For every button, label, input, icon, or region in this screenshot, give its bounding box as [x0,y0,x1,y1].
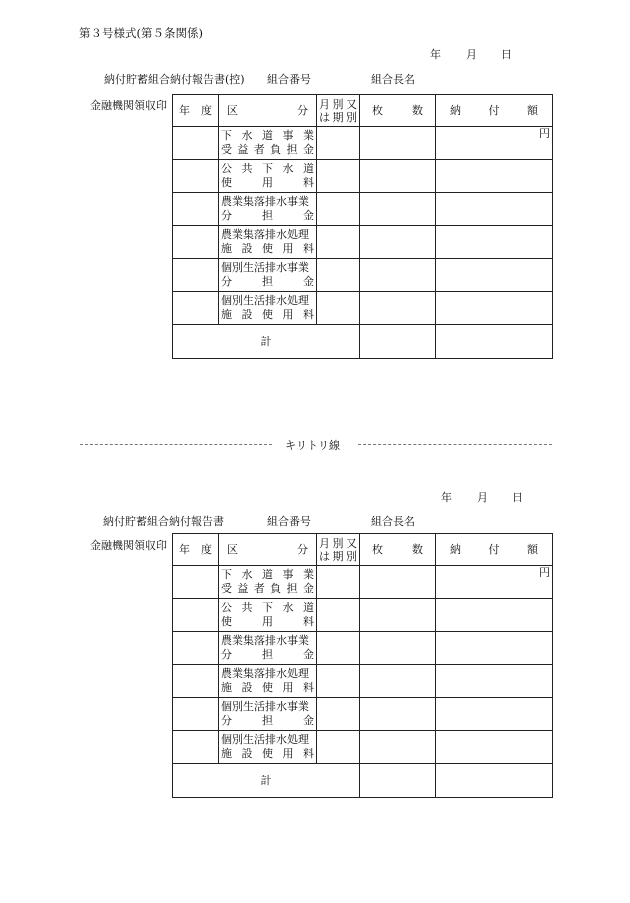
report-table [172,533,553,798]
category-cell: 農業集落排水処理 施 設 使 用 料 [219,226,317,259]
category-cell: 個別生活排水事業 分 担 金 [219,259,317,292]
month-period-cell [317,665,360,698]
month-period-cell [317,566,360,599]
amount-cell [436,160,553,193]
category-cell: 個別生活排水処理 施 設 使 用 料 [219,731,317,764]
category-cell: 公 共 下 水 道 使 用 料 [219,599,317,632]
month-period-cell [317,127,360,160]
header-count: 枚 数 [360,95,436,127]
date-year: 年 [430,48,441,61]
amount-cell [436,698,553,731]
amount-cell [436,292,553,325]
count-cell [360,127,436,160]
total-count-cell [360,764,436,798]
table-row [173,127,553,160]
table-row [173,632,553,665]
header-month-period: 月 別 又 は 期 別 [317,95,360,127]
year-cell [173,193,219,226]
category-cell: 農業集落排水処理 施 設 使 用 料 [219,665,317,698]
count-cell [360,160,436,193]
year-cell [173,665,219,698]
date-month: 月 [466,48,477,61]
count-cell [360,226,436,259]
table-row [173,731,553,764]
total-row [173,764,553,798]
total-label: 計 [173,764,360,798]
category-cell: 下 水 道 事 業 受 益 者 負 担 金 [219,127,317,160]
month-period-cell [317,292,360,325]
count-cell [360,599,436,632]
year-cell [173,632,219,665]
year-cell [173,259,219,292]
date-day: 日 [501,48,512,61]
year-cell [173,127,219,160]
date-day: 日 [512,491,523,504]
form-title: 第３号様式(第５条関係) [79,26,203,40]
table-row [173,160,553,193]
table-row [173,698,553,731]
count-cell [360,292,436,325]
amount-cell [436,665,553,698]
month-period-cell [317,632,360,665]
year-cell [173,731,219,764]
table-row [173,193,553,226]
union-leader-label: 組合長名 [371,515,415,528]
union-number-label: 組合番号 [267,73,311,86]
header-count: 枚 数 [360,534,436,566]
month-period-cell [317,698,360,731]
header-row [173,534,553,566]
date-month: 月 [477,491,488,504]
header-category: 区 分 [219,534,317,566]
month-period-cell [317,193,360,226]
month-period-cell [317,226,360,259]
year-cell [173,566,219,599]
amount-cell [436,259,553,292]
count-cell [360,632,436,665]
stamp-label: 金融機関領収印 [90,99,167,112]
union-leader-label: 組合長名 [371,73,415,86]
report-title: 納付貯蓄組合納付報告書(控) [104,73,245,86]
count-cell [360,259,436,292]
table-row [173,599,553,632]
amount-cell [436,731,553,764]
currency-unit: 円 [539,566,550,579]
total-row [173,325,553,359]
category-cell: 下 水 道 事 業 受 益 者 負 担 金 [219,566,317,599]
table-row [173,226,553,259]
month-period-cell [317,731,360,764]
count-cell [360,566,436,599]
month-period-cell [317,599,360,632]
table-row [173,665,553,698]
count-cell [360,665,436,698]
year-cell [173,292,219,325]
amount-cell [436,226,553,259]
total-label: 計 [173,325,360,359]
category-cell: 個別生活排水処理 施 設 使 用 料 [219,292,317,325]
date-year: 年 [441,491,452,504]
cut-line-left [80,444,272,445]
month-period-cell [317,259,360,292]
year-cell [173,698,219,731]
header-year: 年 度 [173,534,219,566]
amount-cell [436,599,553,632]
category-cell: 公 共 下 水 道 使 用 料 [219,160,317,193]
count-cell [360,698,436,731]
category-cell: 個別生活排水事業 分 担 金 [219,698,317,731]
total-count-cell [360,325,436,359]
currency-unit: 円 [539,127,550,140]
header-amount: 納 付 額 [436,95,553,127]
year-cell [173,599,219,632]
amount-cell [436,566,553,599]
cut-line-right [358,444,552,445]
header-year: 年 度 [173,95,219,127]
month-period-cell [317,160,360,193]
header-amount: 納 付 額 [436,534,553,566]
stamp-label: 金融機関領収印 [90,539,167,552]
report-title: 納付貯蓄組合納付報告書 [103,515,224,528]
header-month-period: 月 別 又 は 期 別 [317,534,360,566]
table-row [173,259,553,292]
count-cell [360,731,436,764]
category-cell: 農業集落排水事業 分 担 金 [219,632,317,665]
header-row [173,95,553,127]
year-cell [173,226,219,259]
table-row [173,292,553,325]
amount-cell [436,127,553,160]
table-row [173,566,553,599]
total-amount-cell [436,764,553,798]
amount-cell [436,193,553,226]
union-number-label: 組合番号 [267,515,311,528]
year-cell [173,160,219,193]
amount-cell [436,632,553,665]
report-table [172,94,553,359]
header-category: 区 分 [219,95,317,127]
category-cell: 農業集落排水事業 分 担 金 [219,193,317,226]
total-amount-cell [436,325,553,359]
count-cell [360,193,436,226]
cut-line-label: キリトリ線 [285,439,340,452]
